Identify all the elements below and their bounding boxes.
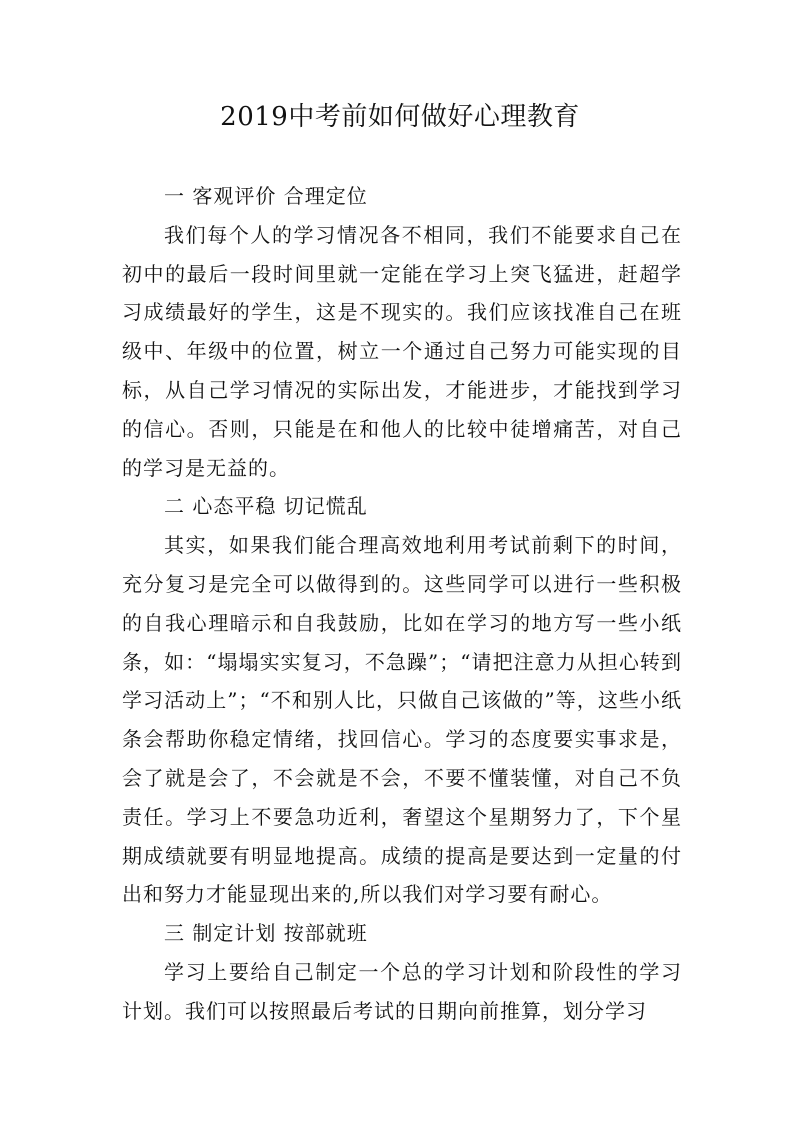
- section-heading-3: 三 制定计划 按部就班: [164, 921, 368, 946]
- document-body: [122, 177, 682, 1031]
- section-heading-2: 二 心态平稳 切记慌乱: [164, 494, 368, 519]
- document-title: 2019中考前如何做好心理教育: [220, 102, 580, 132]
- section-paragraph-3: 学习上要给自己制定一个总的学习计划和阶段性的学习计划。我们可以按照最后考试的日期向前推算，划分学习: [122, 959, 682, 1023]
- section-paragraph-2: 其实，如果我们能合理高效地利用考试前剩下的时间，充分复习是完全可以做得到的。这些同学可以进行一些积极的自我心理暗示和自我鼓励，比如在学习的地方写一些小纸条，如：“塌塌实实复习，不急躁”；“请把注意力从担心转到学习活动上”；“不和别人比，只做自己该做的”等，这些小纸条会帮助你稳定情绪，找回信心。学习的态度要实事求是，会了就是会了，不会就是不会，不要不懂装懂，对自己不负责任。学习上不要急功近利，奢望这个星期努力了，下个星期成绩就要有明显地提高。成绩的提高是要达到一定量的付出和努力才能显现出来的,所以我们对学习要有耐心。: [122, 533, 682, 907]
- section-paragraph-1: 我们每个人的学习情况各不相同，我们不能要求自己在初中的最后一段时间里就一定能在学习上突飞猛进，赶超学习成绩最好的学生，这是不现实的。我们应该找准自己在班级中、年级中的位置，树立一个通过自己努力可能实现的目标，从自己学习情况的实际出发，才能进步，才能找到学习的信心。否则，只能是在和他人的比较中徒增痛苦，对自己的学习是无益的。: [122, 222, 682, 480]
- section-heading-1: 一 客观评价 合理定位: [164, 184, 368, 208]
